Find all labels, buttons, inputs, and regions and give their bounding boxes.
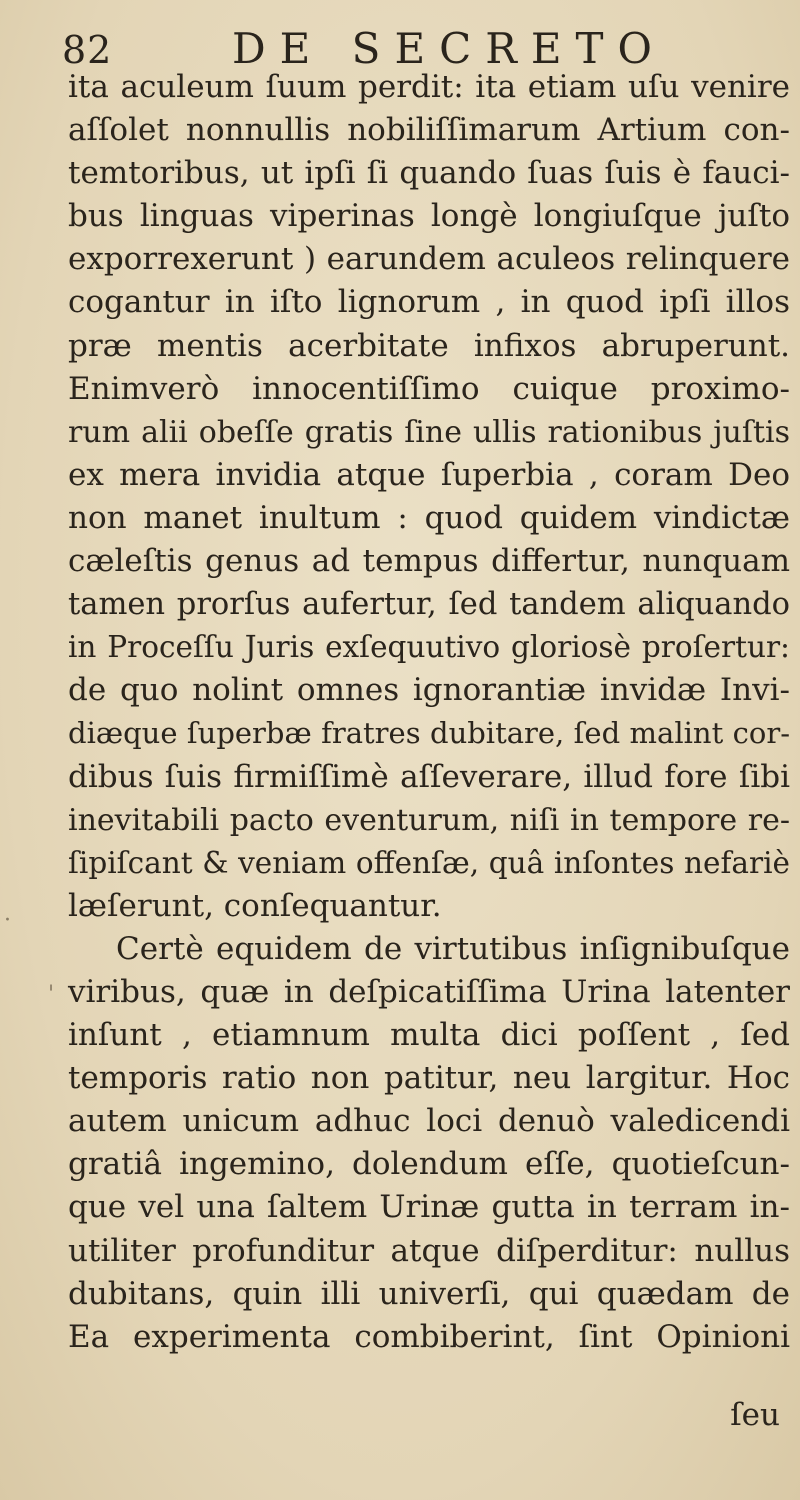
text-line: ex mera invidia atque ſuperbia , coram Deo [68,456,790,493]
text-line: que vel una ſaltem Urinæ gutta in terram in- [68,1189,790,1226]
text-line: cæleſtis genus ad tempus differtur, nunquam [68,543,790,580]
text-line: cogantur in iſto lignorum , in quod ipſi illos [68,284,790,321]
text-line: utiliter profunditur atque diſperditur: nullus [68,1232,790,1269]
running-title: DE SECRETO [232,24,666,73]
catchword: ſeu [730,1397,780,1433]
text-line: viribus, quæ in deſpicatiſſima Urina latenter [68,973,790,1010]
paragraph-start-line: Certè equidem de virtutibus inſignibuſque [116,930,790,967]
text-line: in Proceſſu Juris exſequutivo gloriosè proſertur: [68,630,790,665]
text-line: inſunt , etiamnum multa dici poſſent , ſed [68,1017,790,1054]
text-line: autem unicum adhuc loci denuò valedicendi [68,1103,790,1140]
text-line: temporis ratio non patitur, neu largitur. Hoc [68,1060,790,1097]
text-line: dibus ſuis firmiſſimè aſſeverare, illud fore ſibi [68,758,790,795]
text-line: temtoribus, ut ipſi ſi quando ſuas ſuis è fauci- [68,155,790,192]
text-line: rum alii obeſſe gratis ſine ullis rationibus juſtis [68,414,790,450]
text-line: Enimverò innocentiſſimo cuique proximo- [68,370,790,407]
text-line: bus linguas viperinas longè longiuſque juſto [68,198,790,235]
margin-speck: ' [48,982,55,1007]
body-text [68,66,790,1359]
text-line: ſipiſcant & veniam offenſæ, quâ inſontes nefariè [68,845,790,880]
text-line: aſſolet nonnullis nobiliſſimarum Artium con- [68,112,790,149]
page-number: 82 [62,28,113,72]
text-line: Ea experimenta combiberint, ſint Opinioni [68,1318,790,1355]
text-line: exporrexerunt ) earundem aculeos relinquere [68,241,790,278]
text-line: dubitans, quin illi univerſi, qui quædam de [68,1275,790,1312]
text-line: gratiâ ingemino, dolendum eſſe, quotieſcun- [68,1146,790,1183]
text-line: præ mentis acerbitate infixos abruperunt. [68,327,790,364]
margin-speck: · [4,908,11,933]
paragraph-end-line: læſerunt, conſequantur. [68,887,442,924]
text-line: diæque ſuperbæ fratres dubitare, ſed malint cor- [68,716,790,751]
text-line: inevitabili pacto eventurum, niſi in tempore re- [68,802,790,838]
text-line: tamen prorſus aufertur, ſed tandem aliquando [68,587,790,623]
text-line: ita aculeum ſuum perdit: ita etiam uſu venire [68,69,790,105]
text-line: de quo nolint omnes ignorantiæ invidæ Invi- [68,672,790,709]
text-line: non manet inultum : quod quidem vindictæ [68,499,790,536]
